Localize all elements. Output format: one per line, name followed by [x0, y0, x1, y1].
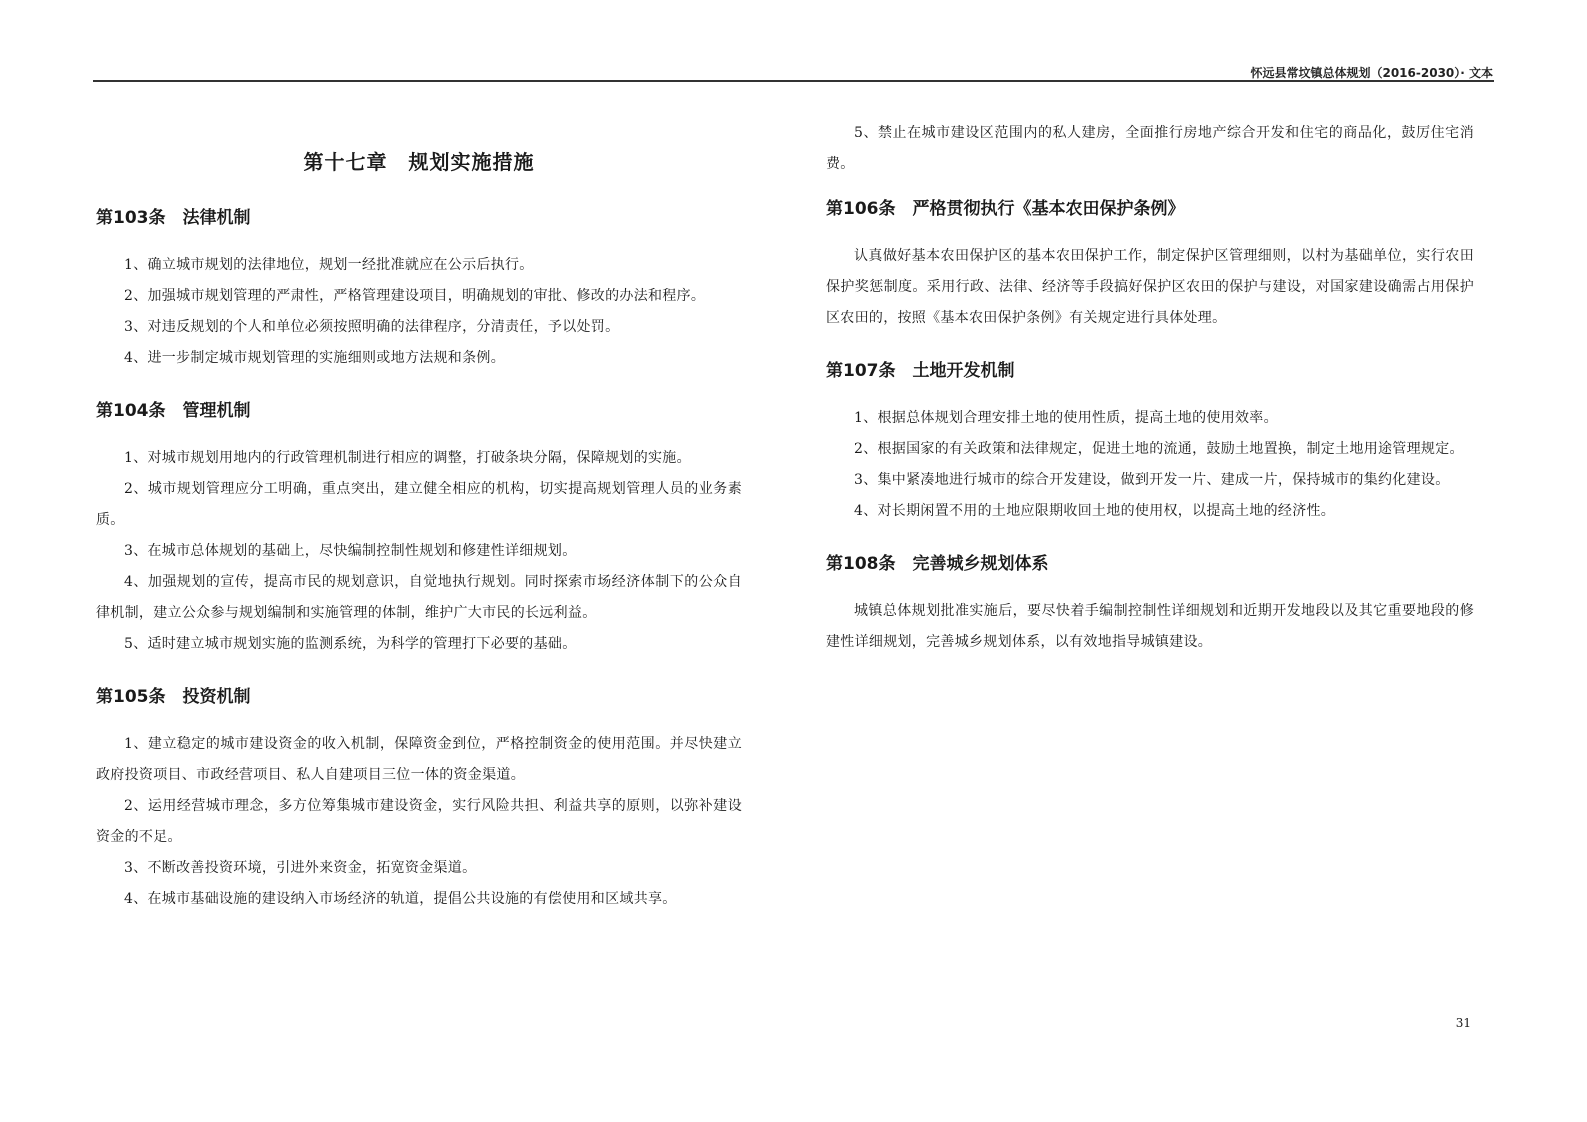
paragraph: 城镇总体规划批准实施后，要尽快着手编制控制性详细规划和近期开发地段以及其它重要地段的修建性详细规划，完善城乡规划体系，以有效地指导城镇建设。: [826, 603, 1474, 650]
paragraph: 2、城市规划管理应分工明确，重点突出，建立健全相应的机构，切实提高规划管理人员的业务素质。: [96, 481, 742, 528]
paragraph: 2、运用经营城市理念，多方位筹集城市建设资金，实行风险共担、利益共享的原则，以弥补建设资金的不足。: [96, 798, 742, 845]
right-column: [826, 118, 1474, 680]
paragraph: 5、禁止在城市建设区范围内的私人建房，全面推行房地产综合开发和住宅的商品化，鼓厉住宅消费。: [826, 125, 1474, 172]
paragraph: 4、在城市基础设施的建设纳入市场经济的轨道，提倡公共设施的有偿使用和区域共享。: [124, 891, 677, 907]
chapter-title: 第十七章 规划实施措施: [303, 150, 535, 174]
header-divider: [93, 80, 1494, 82]
article-107: [826, 356, 1474, 527]
article-108: [826, 549, 1474, 658]
article-106: [826, 194, 1474, 334]
paragraph: 4、进一步制定城市规划管理的实施细则或地方法规和条例。: [124, 350, 506, 366]
paragraph: 2、根据国家的有关政策和法律规定，促进土地的流通，鼓励土地置换，制定土地用途管理规定。: [854, 441, 1464, 457]
article-heading: 第104条 管理机制: [96, 401, 251, 421]
paragraph: 4、对长期闲置不用的土地应限期收回土地的使用权，以提高土地的经济性。: [854, 503, 1336, 519]
article-heading: 第106条 严格贯彻执行《基本农田保护条例》: [826, 199, 1185, 219]
article-103: [96, 203, 742, 374]
paragraph: 3、集中紧凑地进行城市的综合开发建设，做到开发一片、建成一片，保持城市的集约化建设。: [854, 472, 1450, 488]
article-105: [96, 682, 742, 915]
left-column: [96, 118, 742, 937]
paragraph: 3、对违反规划的个人和单位必须按照明确的法律程序，分清责任，予以处罚。: [124, 319, 620, 335]
paragraph: 1、建立稳定的城市建设资金的收入机制，保障资金到位，严格控制资金的使用范围。并尽快建立政府投资项目、市政经营项目、私人自建项目三位一体的资金渠道。: [96, 736, 742, 783]
paragraph: 3、不断改善投资环境，引进外来资金，拓宽资金渠道。: [124, 860, 477, 876]
paragraph: 3、在城市总体规划的基础上，尽快编制控制性规划和修建性详细规划。: [124, 543, 577, 559]
paragraph: 4、加强规划的宣传，提高市民的规划意识，自觉地执行规划。同时探索市场经济体制下的公众自律机制，建立公众参与规划编制和实施管理的体制，维护广大市民的长远利益。: [96, 574, 742, 621]
article-heading: 第107条 土地开发机制: [826, 361, 1015, 381]
paragraph: 2、加强城市规划管理的严肃性，严格管理建设项目，明确规划的审批、修改的办法和程序。: [124, 288, 706, 304]
article-heading: 第108条 完善城乡规划体系: [826, 554, 1049, 574]
article-104: [96, 396, 742, 660]
article-heading: 第105条 投资机制: [96, 687, 251, 707]
paragraph: 1、对城市规划用地内的行政管理机制进行相应的调整，打破条块分隔，保障规划的实施。: [124, 450, 691, 466]
paragraph: 1、根据总体规划合理安排土地的使用性质，提高土地的使用效率。: [854, 410, 1278, 426]
page-number: 31: [1455, 1016, 1471, 1030]
paragraph: 1、确立城市规划的法律地位，规划一经批准就应在公示后执行。: [124, 257, 534, 273]
article-heading: 第103条 法律机制: [96, 208, 251, 228]
document-header-title: 怀远县常坟镇总体规划（2016-2030）· 文本: [1250, 66, 1493, 80]
paragraph: 认真做好基本农田保护区的基本农田保护工作，制定保护区管理细则，以村为基础单位，实行农田保护奖惩制度。采用行政、法律、经济等手段搞好保护区农田的保护与建设，对国家建设确需占用保护区农田的，按照《基本农田保护条例》有关规定进行具体处理。: [826, 248, 1474, 326]
paragraph: 5、适时建立城市规划实施的监测系统，为科学的管理打下必要的基础。: [124, 636, 577, 652]
